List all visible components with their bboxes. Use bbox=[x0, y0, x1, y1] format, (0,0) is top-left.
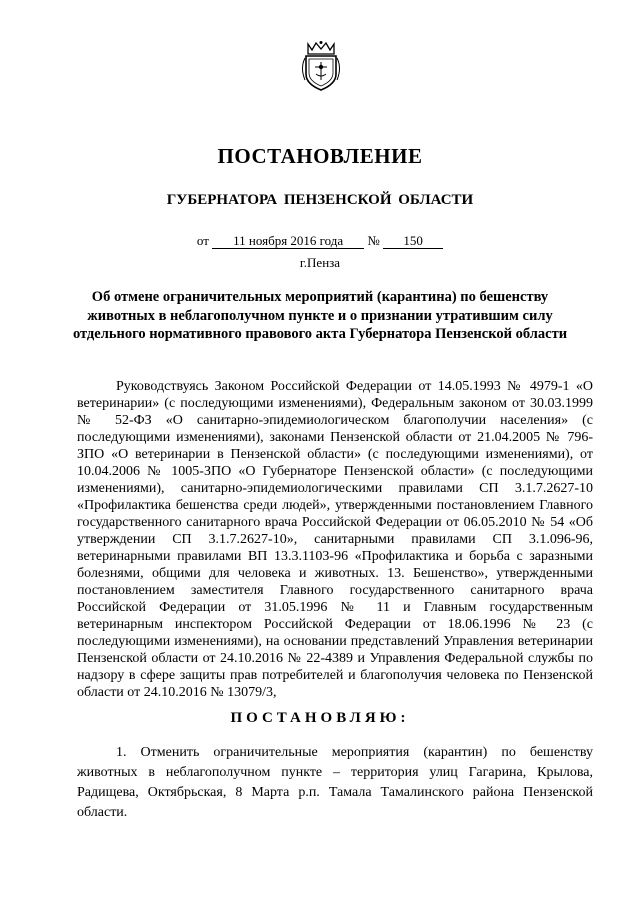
document-date: 11 ноября 2016 года bbox=[212, 233, 364, 249]
penza-coat-of-arms-icon bbox=[298, 40, 344, 92]
list-item: 1. Отменить ограничительные мероприятия (карантин) по бешенству животных в неблагополучном пункте – территория улиц Гагарина, Крылова, Радищева, Октябрьская, 8 Марта р.п. Тамала Тамалинского района Пензенской области. bbox=[77, 745, 593, 820]
date-prefix: от bbox=[196, 233, 209, 248]
document-subtitle: ГУБЕРНАТОРА ПЕНЗЕНСКОЙ ОБЛАСТИ bbox=[166, 192, 474, 208]
number-sign: № bbox=[367, 233, 380, 248]
document-title: ПОСТАНОВЛЕНИЕ bbox=[217, 144, 423, 168]
document-heading: Об отмене ограничительных мероприятий (карантина) по бешенству животных в неблагополучном пункте и о признании утратившим силу отдельного нормативного правового акта Губернатора Пензенской области bbox=[72, 289, 568, 342]
date-number-line bbox=[0, 233, 640, 249]
decree-word: ПОСТАНОВЛЯЮ: bbox=[230, 710, 410, 726]
preamble-paragraph: Руководствуясь Законом Российской Федерации от 14.05.1993 № 4979-1 «О ветеринарии» (с последующими изменениями), Федеральным законом от 30.03.1999 № 52-ФЗ «О санитарно-эпидемиологическом благополучии населения» (с последующими изменениями), законами Пензенской области от 21.04.2005 № 796-ЗПО «О ветеринарии в Пензенской области» (с последующими изменениями), от 10.04.2006 № 1005-ЗПО «О Губернаторе Пензенской области» (с последующими изменениями), санитарно-эпидемиологическими правилами СП 3.1.7.2627-10 «Профилактика бешенства среди людей», утвержденными постановлением Главного государственного санитарного врача Российской Федерации от 06.05.2010 № 54 «Об утверждении СП 3.1.7.2627-10», санитарными правилами СП 3.1.096-96, ветеринарными правилами ВП 13.3.1103-96 «Профилактика и борьба с заразными болезнями, общими для человека и животных. 13. Бешенство», утвержденными постановлением заместителя Главного государственного санитарного врача Российской Федерации от 31.05.1996 № 11 и Главным государственным ветеринарным инспектором Российской Федерации от 18.06.1996 № 23 (с последующими изменениями), на основании представлений Управления ветеринарии Пензенской области от 24.10.2016 № 22-4389 и Управления Федеральной службы по надзору в сфере защиты прав потребителей и благополучия человека по Пензенской области от 24.10.2016 № 13079/3, bbox=[77, 379, 593, 700]
document-number: 150 bbox=[383, 233, 443, 249]
city: г.Пенза bbox=[299, 255, 341, 270]
